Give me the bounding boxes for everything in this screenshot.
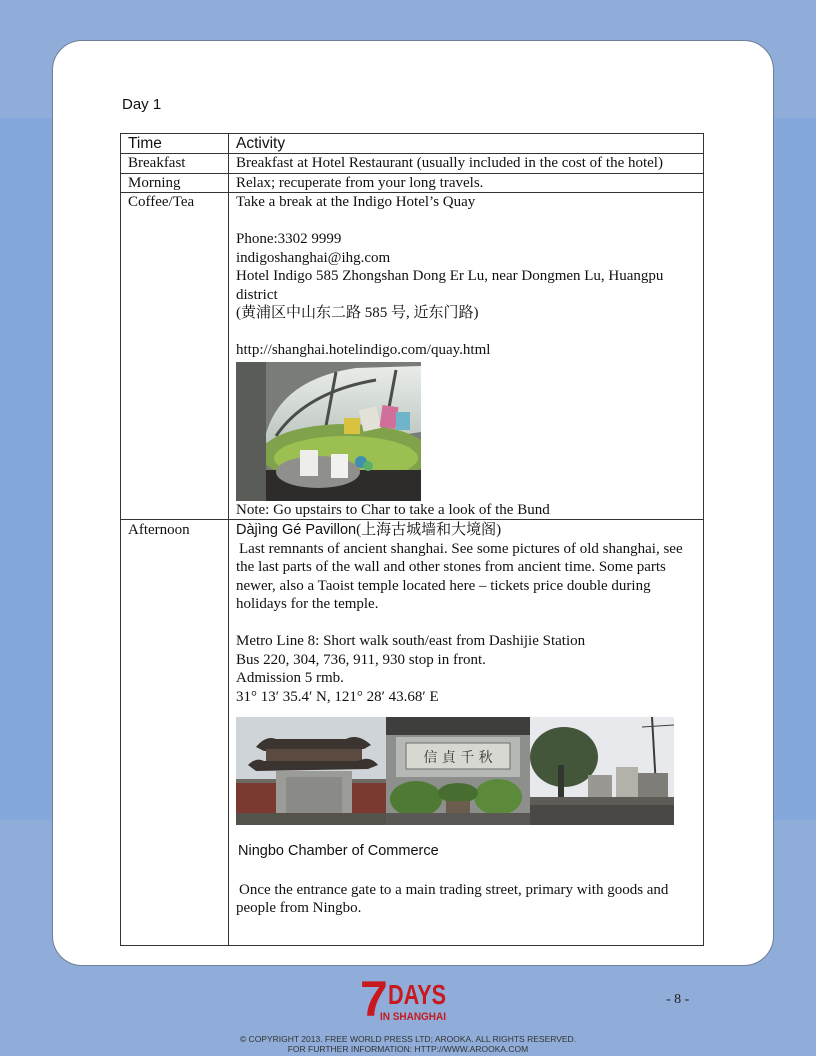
old-wall-photo bbox=[530, 717, 674, 825]
time-breakfast: Breakfast bbox=[121, 154, 229, 174]
pavillon-photo-row bbox=[236, 717, 703, 825]
pavillon-bus: Bus 220, 304, 736, 911, 930 stop in front. bbox=[236, 651, 486, 668]
coffee-note: Note: Go upstairs to Char to take a look of the Bund bbox=[236, 501, 550, 518]
pavillon-description: Last remnants of ancient shanghai. See some pictures of old shanghai, see the last parts of the wall and other stones from ancient time. Some parts newer, also a Taoist temple located here – tickets price double during holidays for the temple. bbox=[236, 540, 683, 612]
ningbo-title: Ningbo Chamber of Commerce bbox=[238, 843, 439, 859]
pavillon-metro: Metro Line 8: Short walk south/east from Dashijie Station bbox=[236, 633, 586, 649]
coffee-website-link[interactable]: http://shanghai.hotelindigo.com/quay.html bbox=[236, 342, 491, 358]
coffee-address: Hotel Indigo 585 Zhongshan Dong Er Lu, near Dongmen Lu, Huangpu district bbox=[236, 268, 664, 303]
activity-coffee bbox=[229, 193, 704, 520]
activity-afternoon bbox=[229, 520, 704, 946]
table-row-breakfast bbox=[121, 154, 704, 174]
further-info-link[interactable]: FOR FURTHER INFORMATION: HTTP://WWW.AROOKA.COM bbox=[287, 1044, 529, 1054]
pavillon-title-chinese: (上海古城墙和大境阁) bbox=[356, 522, 502, 538]
temple-courtyard-photo bbox=[386, 717, 530, 825]
table-row-afternoon bbox=[121, 520, 704, 946]
logo-days: DAYS bbox=[388, 979, 446, 1010]
temple-sign-text: 信 貞 千 秋 bbox=[423, 750, 493, 766]
coffee-intro: Take a break at the Indigo Hotel’s Quay bbox=[236, 194, 476, 210]
time-coffee: Coffee/Tea bbox=[121, 193, 229, 520]
page-number: - 8 - bbox=[666, 992, 690, 1007]
pavillon-admission: Admission 5 rmb. bbox=[236, 670, 344, 686]
copyright-line: © COPYRIGHT 2013. FREE WORLD PRESS LTD; AROOKA. ALL RIGHTS RESERVED. bbox=[239, 1034, 577, 1044]
table-header-row bbox=[121, 134, 704, 154]
coffee-phone: Phone:3302 9999 bbox=[236, 231, 342, 247]
ningbo-description: Once the entrance gate to a main trading street, primary with goods and people from Ningbo. bbox=[236, 881, 669, 916]
schedule-table bbox=[120, 133, 704, 946]
day-title: Day 1 bbox=[122, 96, 162, 113]
logo-sub: IN SHANGHAI bbox=[380, 1011, 446, 1023]
time-afternoon: Afternoon bbox=[121, 520, 229, 946]
pavillon-title: Dàjìng Gé Pavillon bbox=[236, 522, 357, 538]
header-time: Time bbox=[121, 134, 229, 154]
pavilion-gate-photo bbox=[236, 717, 386, 825]
logo-number: 7 bbox=[360, 971, 388, 1027]
time-morning: Morning bbox=[121, 173, 229, 193]
pavillon-coordinates: 31° 13′ 35.4′ N, 121° 28′ 43.68′ E bbox=[236, 688, 439, 705]
quay-lounge-photo bbox=[236, 362, 421, 501]
copyright-notice bbox=[0, 1034, 816, 1054]
table-row-morning bbox=[121, 173, 704, 193]
table-row-coffee bbox=[121, 193, 704, 520]
coffee-email-link[interactable]: indigoshanghai@ihg.com bbox=[236, 249, 391, 266]
activity-breakfast: Breakfast at Hotel Restaurant (usually included in the cost of the hotel) bbox=[229, 154, 704, 174]
header-activity: Activity bbox=[229, 134, 704, 154]
seven-days-logo bbox=[358, 970, 458, 1030]
coffee-address-chinese: (黄浦区中山东二路 585 号, 近东门路) bbox=[236, 305, 479, 321]
activity-morning: Relax; recuperate from your long travels. bbox=[229, 173, 704, 193]
